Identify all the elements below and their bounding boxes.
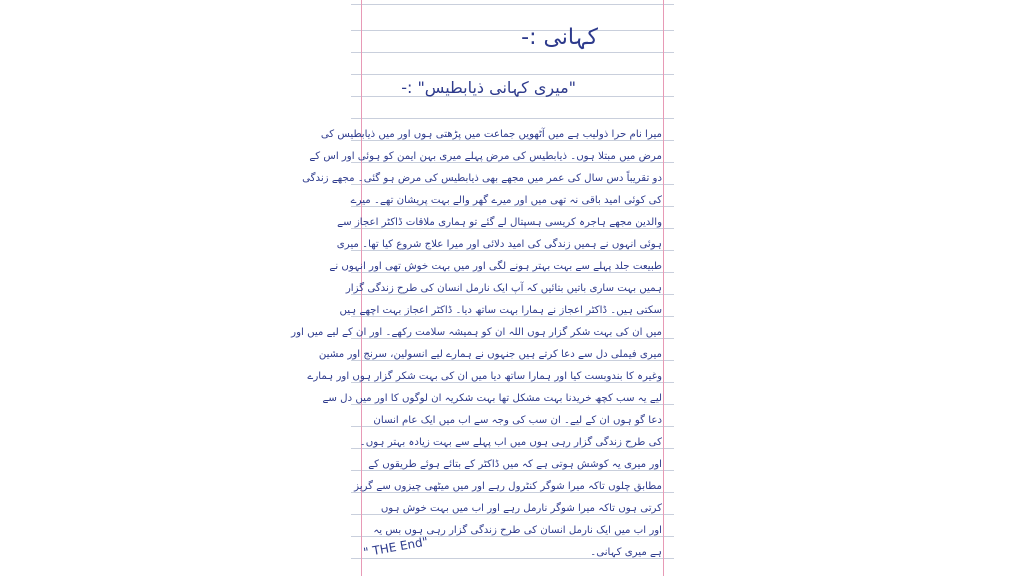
story-line: وغیرہ کا بندوبست کیا اور ہمارا ساتھ دیا میں ان کی بہت شکر گزار ہوں اور ہمارے	[307, 371, 662, 382]
story-line: میں ان کی بہت شکر گزار ہوں اللہ ان کو ہمیشہ سلامت رکھے۔ اور ان کے لیے میں اور	[291, 327, 662, 338]
story-line: ہے میری کہانی۔	[590, 547, 662, 558]
story-line: میرا نام حرا ذولیب ہے میں آٹھویں جماعت میں پڑھتی ہوں اور میں ذیابطیس کی	[320, 129, 662, 140]
story-line: دو تقریباً دس سال کی عمر میں مجھے بھی ذیابطیس کی مرض ہو گئی۔ مجھے زندگی	[302, 173, 662, 184]
the-end-note: " THE End"	[362, 534, 430, 560]
story-line: کی طرح زندگی گزار رہی ہوں میں اب پہلے سے بہت زیادہ بہتر ہوں۔	[359, 437, 662, 448]
story-body	[291, 124, 662, 564]
story-line: کی کوئی امید باقی نہ تھی میں اور میرے گھر والے بہت پریشان تھے۔ میرے	[350, 195, 662, 206]
notebook-page	[291, 0, 674, 576]
story-line: اور میری یہ کوشش ہوتی ہے کہ میں ڈاکٹر کے بتائے ہوئے طریقوں کے	[368, 459, 662, 470]
story-title: "میری کہانی ذیابطیس" :-	[401, 78, 576, 97]
story-line: سکتی ہیں۔ ڈاکٹر اعجاز نے ہمارا بہت ساتھ دیا۔ ڈاکٹر اعجاز بہت اچھے ہیں	[339, 305, 662, 316]
story-line: میری فیملی دل سے دعا کرتے ہیں جنہوں نے ہمارے لیے انسولین، سرنج اور مشین	[318, 349, 662, 360]
story-line: مطابق چلوں تاکہ میرا شوگر کنٹرول رہے اور میں میٹھی چیزوں سے گریز	[354, 481, 662, 492]
story-line: ہمیں بہت ساری باتیں بتائیں کہ آپ ایک نارمل انسان کی طرح زندگی گزار	[345, 283, 662, 294]
story-line: کرتی ہوں تاکہ میرا شوگر نارمل رہے اور اب میں بہت خوش ہوں	[380, 503, 662, 514]
story-line: دعا گو ہوں ان کے لیے۔ ان سب کی وجہ سے اب میں ایک عام انسان	[373, 415, 662, 426]
story-line: مرض میں مبتلا ہوں۔ ذیابطیس کی مرض پہلے میری بہن ایمن کو ہوئی اور اس کے	[309, 151, 662, 162]
story-line: والدین مجھے ہاجرہ کریسی ہسپتال لے گئے تو ہماری ملاقات ڈاکٹر اعجاز سے	[337, 217, 662, 228]
story-line: طبیعت جلد پہلے سے بہت بہتر ہونے لگی اور میں بہت خوش تھی اور انہوں نے	[329, 261, 662, 272]
story-heading: کہانی :-	[521, 25, 598, 50]
story-line: اور اب میں ایک نارمل انسان کی طرح زندگی گزار رہی ہوں بس یہ	[373, 525, 662, 536]
right-margin-line	[663, 0, 664, 576]
story-line: لیے یہ سب کچھ خریدنا بہت مشکل تھا بہت شکریہ ان لوگوں کا اور میں دل سے	[322, 393, 662, 404]
story-line: ہوئی انہوں نے ہمیں زندگی کی امید دلائی اور میرا علاج شروع کیا تھا۔ میری	[336, 239, 662, 250]
